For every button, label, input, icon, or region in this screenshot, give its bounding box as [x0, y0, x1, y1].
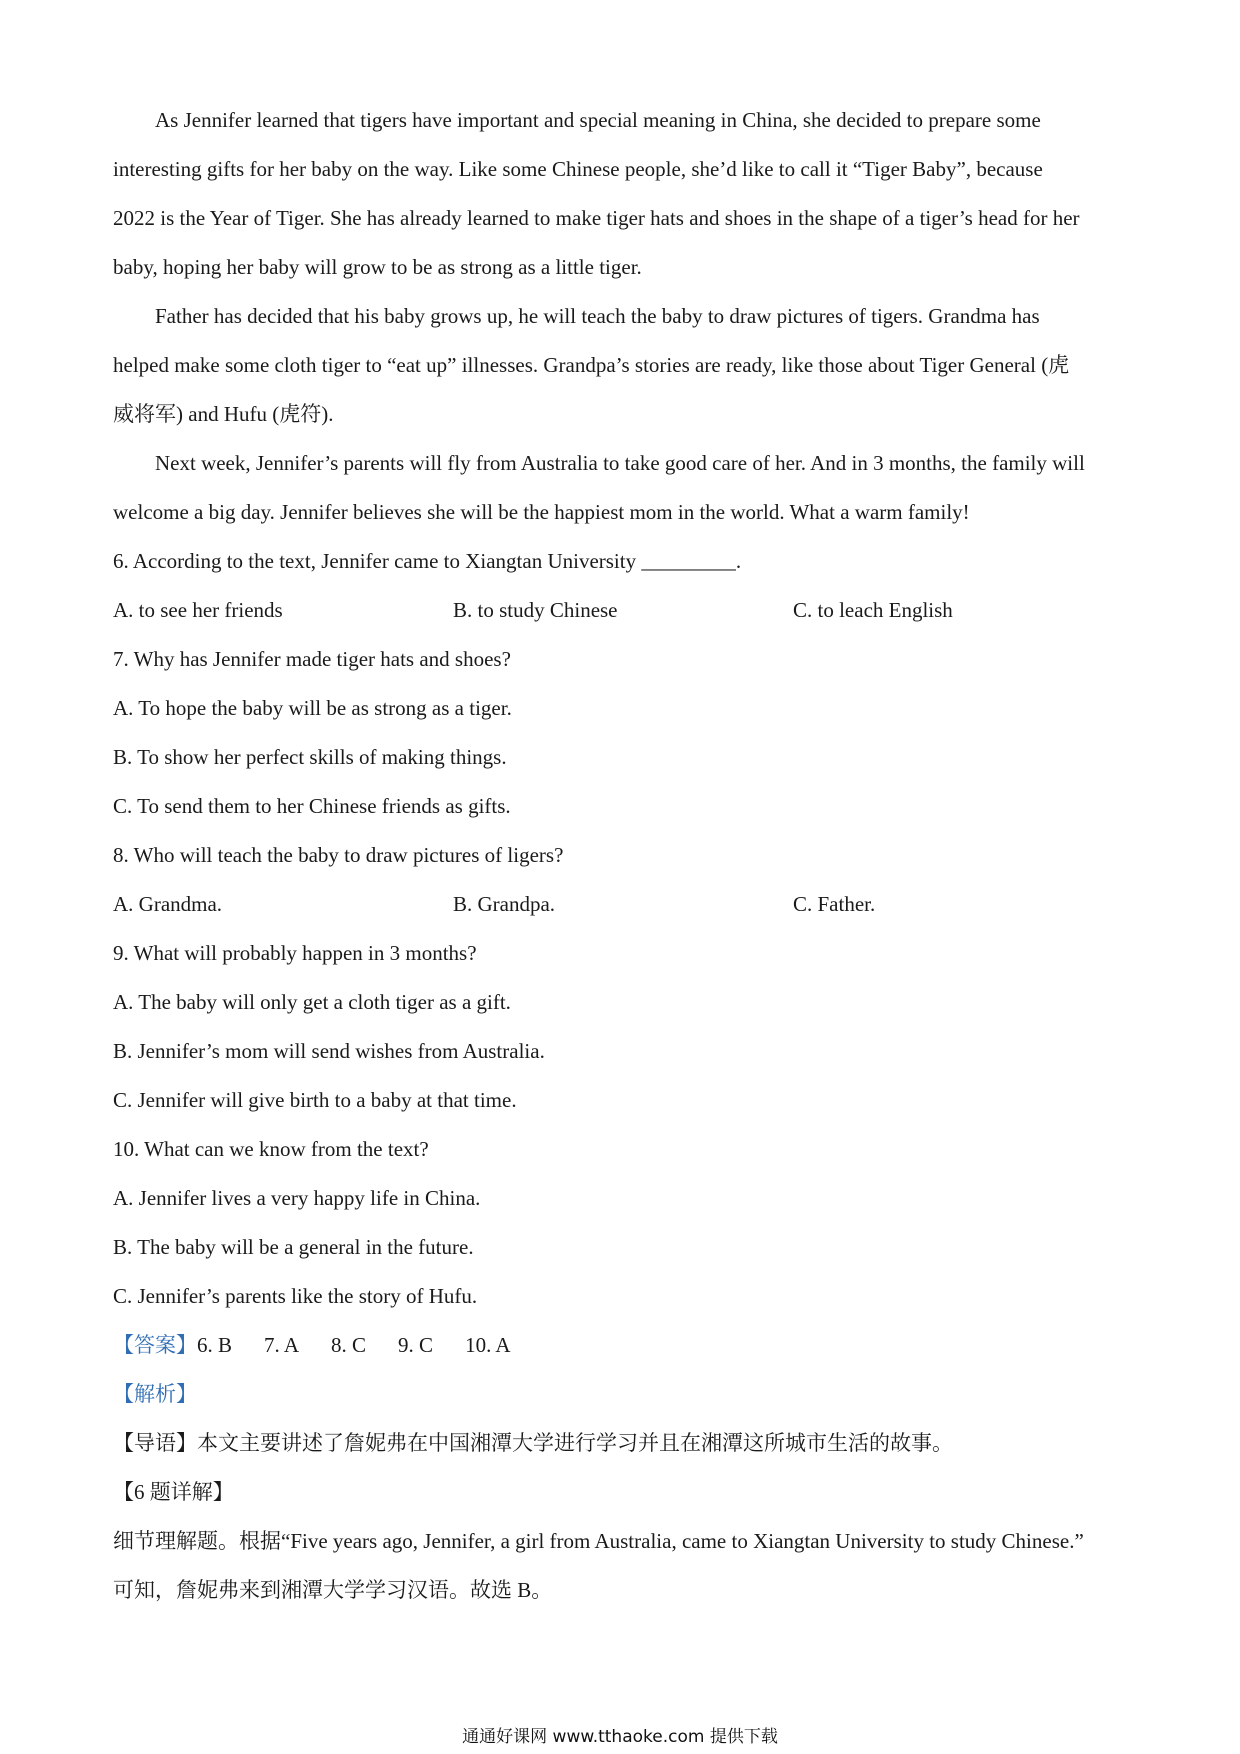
question-stem: 6. According to the text, Jennifer came to Xiangtan University _________. — [113, 549, 742, 573]
question-stem: 10. What can we know from the text? — [113, 1137, 429, 1161]
question-6 — [113, 537, 1133, 635]
answer-item: 6. B — [197, 1333, 233, 1357]
option-a: A. to see her friends — [113, 598, 283, 622]
passage-paragraph-3 — [113, 439, 1133, 537]
passage-line: helped make some cloth tiger to “eat up” illnesses. Grandpa’s stories are ready, like those about Tiger General (虎 — [113, 353, 1070, 377]
question-9 — [113, 929, 1133, 1125]
question-8 — [113, 831, 1133, 929]
question-options — [113, 586, 1133, 635]
page-footer: 通通好课网 www.tthaoke.com 提供下载 — [462, 1727, 778, 1747]
option-a: A. Jennifer lives a very happy life in China. — [113, 1186, 481, 1210]
answer-key — [113, 1321, 1133, 1370]
passage-line: welcome a big day. Jennifer believes she will be the happiest mom in the world. What a warm family! — [113, 500, 970, 524]
passage-line: Next week, Jennifer’s parents will fly from Australia to take good care of her. And in 3 months, the family will — [155, 451, 1085, 475]
answer-item: 10. A — [465, 1333, 511, 1357]
question-stem: 7. Why has Jennifer made tiger hats and shoes? — [113, 647, 511, 671]
option-b: B. Grandpa. — [453, 892, 556, 916]
option-c: C. Jennifer will give birth to a baby at that time. — [113, 1088, 517, 1112]
question-stem: 8. Who will teach the baby to draw pictures of ligers? — [113, 843, 564, 867]
option-c: C. Jennifer’s parents like the story of Hufu. — [113, 1284, 478, 1308]
passage-line: Father has decided that his baby grows up, he will teach the baby to draw pictures of tigers. Grandma has — [155, 304, 1040, 328]
analysis-label: 【解析】 — [113, 1382, 197, 1406]
analysis-guide: 【导语】本文主要讲述了詹妮弗在中国湘潭大学进行学习并且在湘潭这所城市生活的故事。 — [113, 1431, 953, 1455]
question-options — [113, 880, 1133, 929]
document-page — [113, 96, 1133, 1615]
passage-paragraph-1 — [113, 96, 1133, 292]
passage-line: As Jennifer learned that tigers have important and special meaning in China, she decided to prepare some — [155, 108, 1041, 132]
analysis-detail-line: 细节理解题。根据“Five years ago, Jennifer, a girl from Australia, came to Xiangtan University to study Chinese.” — [113, 1529, 1084, 1553]
analysis-detail-title: 【6 题详解】 — [113, 1480, 234, 1504]
answer-item: 7. A — [264, 1333, 300, 1357]
option-b: B. Jennifer’s mom will send wishes from Australia. — [113, 1039, 545, 1063]
option-c: C. Father. — [793, 892, 876, 916]
question-10 — [113, 1125, 1133, 1321]
passage-line: baby, hoping her baby will grow to be as strong as a little tiger. — [113, 255, 642, 279]
passage-line: 威将军) and Hufu (虎符). — [113, 402, 334, 426]
answer-item: 8. C — [331, 1333, 367, 1357]
passage-line: interesting gifts for her baby on the way. Like some Chinese people, she’d like to call it “Tiger Baby”, because — [113, 157, 1043, 181]
option-c: C. To send them to her Chinese friends as gifts. — [113, 794, 511, 818]
answer-label: 【答案】 — [113, 1333, 197, 1357]
option-a: A. To hope the baby will be as strong as a tiger. — [113, 696, 512, 720]
question-7 — [113, 635, 1133, 831]
passage-line: 2022 is the Year of Tiger. She has already learned to make tiger hats and shoes in the shape of a tiger’s head for her — [113, 206, 1080, 230]
analysis-detail-line: 可知，詹妮弗来到湘潭大学学习汉语。故选 B。 — [113, 1578, 553, 1602]
answer-item: 9. C — [398, 1333, 434, 1357]
option-a: A. The baby will only get a cloth tiger as a gift. — [113, 990, 511, 1014]
option-b: B. To show her perfect skills of making things. — [113, 745, 507, 769]
option-b: B. to study Chinese — [453, 598, 618, 622]
question-stem: 9. What will probably happen in 3 months? — [113, 941, 477, 965]
option-a: A. Grandma. — [113, 892, 223, 916]
option-c: C. to leach English — [793, 598, 953, 622]
passage-paragraph-2 — [113, 292, 1133, 439]
option-b: B. The baby will be a general in the future. — [113, 1235, 474, 1259]
